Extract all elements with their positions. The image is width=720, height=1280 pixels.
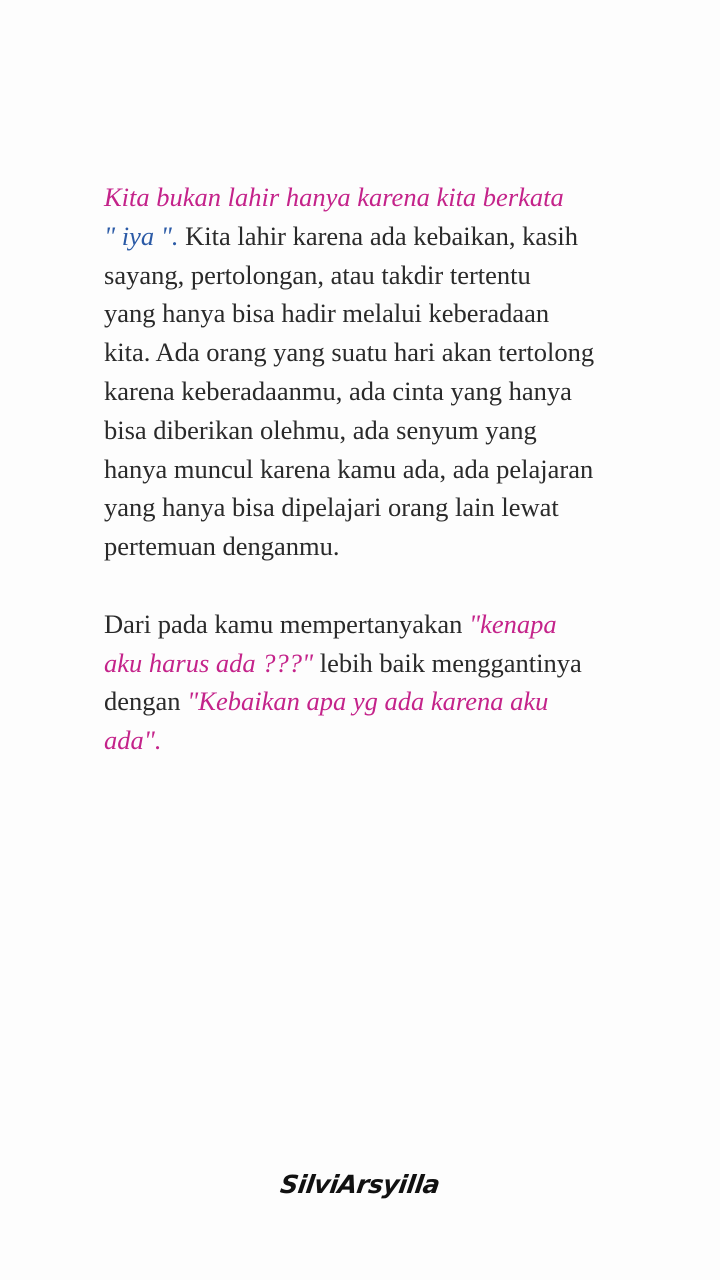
quote-line: hanya muncul karena kamu ada, ada pelajaran bbox=[104, 453, 594, 484]
paragraph-gap bbox=[104, 566, 679, 605]
author-signature: SilviArsyilla bbox=[278, 1170, 442, 1199]
kindness-quote: "Kebaikan apa yg ada karena aku bbox=[187, 686, 549, 717]
quote-line-plain: Dari pada kamu mempertanyakan bbox=[104, 608, 469, 639]
iya-quote: " iya ". bbox=[104, 220, 179, 251]
question-quote: "kenapa bbox=[468, 608, 557, 639]
quote-line: kita. Ada orang yang suatu hari akan tertolong bbox=[104, 337, 595, 368]
quote-line bbox=[104, 644, 679, 683]
quote-line: bisa diberikan olehmu, ada senyum yang bbox=[104, 414, 537, 445]
quote-line: sayang, pertolongan, atau takdir tertentu bbox=[104, 259, 531, 290]
quote-line: yang hanya bisa hadir melalui keberadaan bbox=[104, 298, 550, 329]
quote-line: yang hanya bisa dipelajari orang lain lewat bbox=[104, 492, 559, 523]
kindness-quote: ada". bbox=[104, 725, 162, 756]
quote-line-rest: Kita lahir karena ada kebaikan, kasih bbox=[178, 220, 579, 251]
quote-line: karena keberadaanmu, ada cinta yang hanya bbox=[104, 375, 572, 406]
quote-line-plain: dengan bbox=[104, 686, 188, 717]
quote-line: Kita bukan lahir hanya karena kita berkata bbox=[104, 182, 564, 212]
quote-line bbox=[104, 682, 679, 721]
question-quote: aku harus ada ???" bbox=[104, 647, 314, 678]
quote-text bbox=[104, 178, 679, 760]
quote-line bbox=[104, 605, 679, 644]
quote-line-plain: lebih baik menggantinya bbox=[313, 647, 582, 678]
quote-line bbox=[104, 217, 679, 256]
quote-line: pertemuan denganmu. bbox=[104, 531, 340, 562]
